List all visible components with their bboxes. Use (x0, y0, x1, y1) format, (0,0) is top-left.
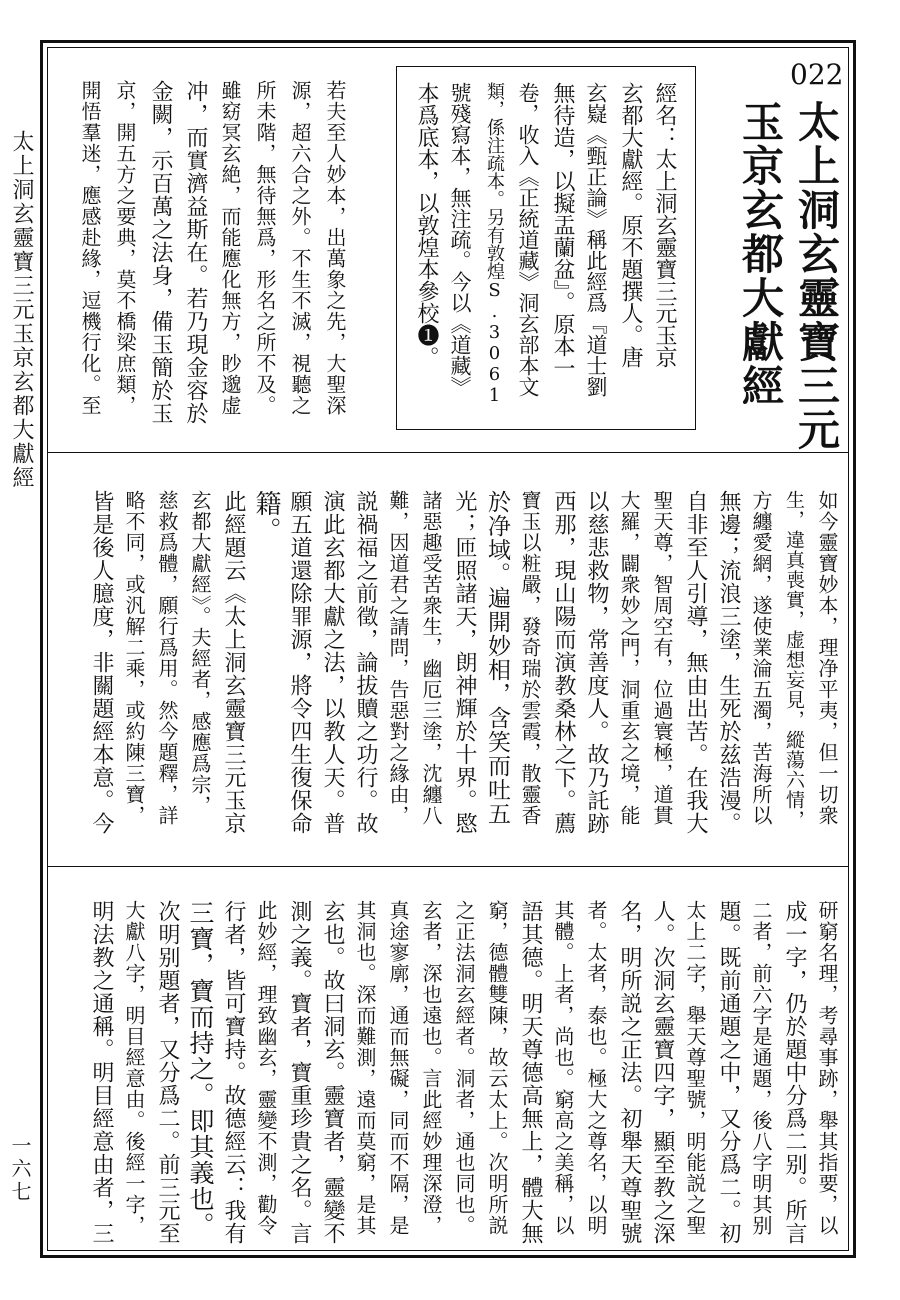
text-column: 此妙經，理致幽玄，靈變不測，勸令 (254, 900, 278, 1236)
text-column: 難，因道君之請問，告惡對之緣由， (386, 490, 410, 826)
text-column: 名，明所説之正法。初舉天尊聖號 (617, 900, 642, 1245)
note-line: 玄嶷《甄正論》稱此經爲『道士劉 (584, 82, 608, 397)
text-column: 玄者，深也遠也。言此經妙理深澄， (419, 900, 443, 1236)
text-column: 説禍福之前徵，論拔贖之功行。故 (353, 490, 378, 835)
text-column: 冲，而實濟益斯在。若乃現金容於 (183, 80, 208, 425)
section-divider-bottom (48, 866, 848, 867)
running-title: 太上洞玄靈寶三元玉京玄都大獻經 (9, 130, 34, 490)
text-column: 如今靈寶妙本，理净平夷，但一切衆 (815, 490, 839, 826)
text-column: 若夫至人妙本，出萬象之先，大聖深 (323, 80, 347, 416)
text-column: 寶玉以粧嚴，發奇瑞於雲霞，散靈香 (518, 490, 542, 826)
document-number: 022 (790, 58, 844, 91)
text-column: 聖天尊，智周空有，位過寰極，道貫 (650, 490, 674, 826)
text-column: 研窮名理，考尋事跡，舉其指要，以 (815, 900, 839, 1236)
text-column: 題。既前通題之中，又分爲二。初 (716, 900, 741, 1245)
text-column: 無邊；流浪三塗，生死於兹浩漫。 (716, 490, 741, 835)
text-column: 自非至人引導，無由出苦。在我大 (683, 490, 708, 835)
note-line: 玄都大獻經。原不題撰人。唐 (618, 82, 643, 368)
text-column: 籍。 (251, 490, 281, 544)
text-column: 測之義。寶者，寶重珍貴之名。言 (287, 900, 312, 1245)
text-column: 此經題云《太上洞玄靈寶三元玉京 (221, 490, 246, 835)
text-column: 其洞也。深而難測，遠而莫窮，是其 (353, 900, 377, 1236)
note-line: 號殘寫本，無注疏。今以《道藏》 (448, 82, 472, 397)
text-column: 京，開五方之要典，莫不橋梁庶類， (113, 80, 137, 416)
text-column: 玄也。故曰洞玄。靈寶者，靈變不 (320, 900, 345, 1245)
text-column: 於净域。遍開妙相，含笑而吐五 (484, 490, 510, 826)
note-line: 卷，收入《正統道藏》洞玄部本文 (516, 82, 540, 397)
note-line: 本爲底本，以敦煌本參校❶。 (414, 82, 439, 368)
text-column: 開悟羣迷，應感赴緣，逗機行化。至 (78, 80, 102, 416)
text-column: 大羅，闢衆妙之門，洞重玄之境，能 (617, 490, 641, 826)
page-number: 一六七 (8, 1135, 32, 1204)
text-column: 光；匝照諸天，朗神輝於十界。愍 (452, 490, 477, 835)
text-column: 行者，皆可寶持。故德經云：我有 (221, 900, 246, 1245)
text-column: 人。次洞玄靈寶四字，顯至教之深 (650, 900, 675, 1245)
text-column: 二者，前六字是通題，後八字明其别 (749, 900, 773, 1236)
text-column: 慈救爲體，願行爲用。然今題釋，詳 (155, 490, 179, 826)
section-divider-top (48, 452, 848, 453)
note-line: 經名：太上洞玄靈寶三元玉京 (652, 82, 677, 368)
title-line-1: 太上洞玄靈寶三元 (792, 100, 841, 452)
text-column: 次明别題者，又分爲二。前三元至 (155, 900, 180, 1245)
text-column: 太上二字，舉天尊聖號，明能説之聖 (683, 900, 707, 1236)
text-column: 略不同，或汎解二乘，或約陳三寶， (122, 490, 146, 826)
text-column: 諸惡趣受苦衆生，幽厄三塗，沈纏八 (419, 490, 443, 826)
text-column: 演此玄都大獻之法，以教人天。普 (320, 490, 345, 835)
text-column: 窮，德體雙陳，故云太上。次明所説 (485, 900, 509, 1236)
text-column: 雖窈冥玄絶，而能應化無方，眇邈虚 (218, 80, 242, 416)
text-column: 明法教之通稱。明目經意由者，三 (89, 900, 114, 1245)
text-column: 真途寥廓，通而無礙，同而不隔，是 (386, 900, 410, 1236)
text-column: 大獻八字，明目經意由。後經一字， (122, 900, 146, 1236)
text-column: 其體。上者，尚也。窮高之美稱，以 (551, 900, 575, 1236)
text-column: 皆是後人臆度，非關題經本意。今 (89, 490, 114, 835)
text-column: 生，違真喪實，虚想妄見，縱蕩六情， (783, 490, 805, 830)
note-line: 無待造，以擬盂蘭盆』。原本一 (550, 82, 575, 379)
text-column: 者。太者，泰也。極大之尊名，以明 (584, 900, 608, 1236)
text-column: 以慈悲救物，常善度人。故乃託跡 (584, 490, 609, 835)
text-column: 語其德。明天尊德高無上，體大無 (518, 900, 543, 1245)
text-column: 玄都大獻經》。夫經者，感應爲宗， (188, 490, 212, 816)
text-column: 西那，現山陽而演教桑林之下。薦 (551, 490, 576, 835)
text-column: 方纏愛網，遂使業淪五濁，苦海所以 (749, 490, 773, 826)
text-column: 三寶，寶而持之。即其義也。 (186, 900, 215, 1238)
text-column: 願五道還除罪源，將令四生復保命 (287, 490, 312, 835)
text-column: 之正法洞玄經者。洞者，通也同也。 (452, 900, 476, 1236)
text-column: 所未階，無待無爲，形名之所不及。 (253, 80, 277, 416)
text-column: 金闕，示百萬之法身，備玉簡於玉 (148, 80, 173, 425)
text-column: 成一字，仍於題中分爲二别。所言 (782, 900, 807, 1245)
note-line: 類，係注疏本。另有敦煌S.3061 (484, 82, 505, 406)
text-column: 源，超六合之外。不生不滅，視聽之 (288, 80, 312, 416)
title-line-2: 玉京玄都大獻經 (736, 100, 785, 408)
